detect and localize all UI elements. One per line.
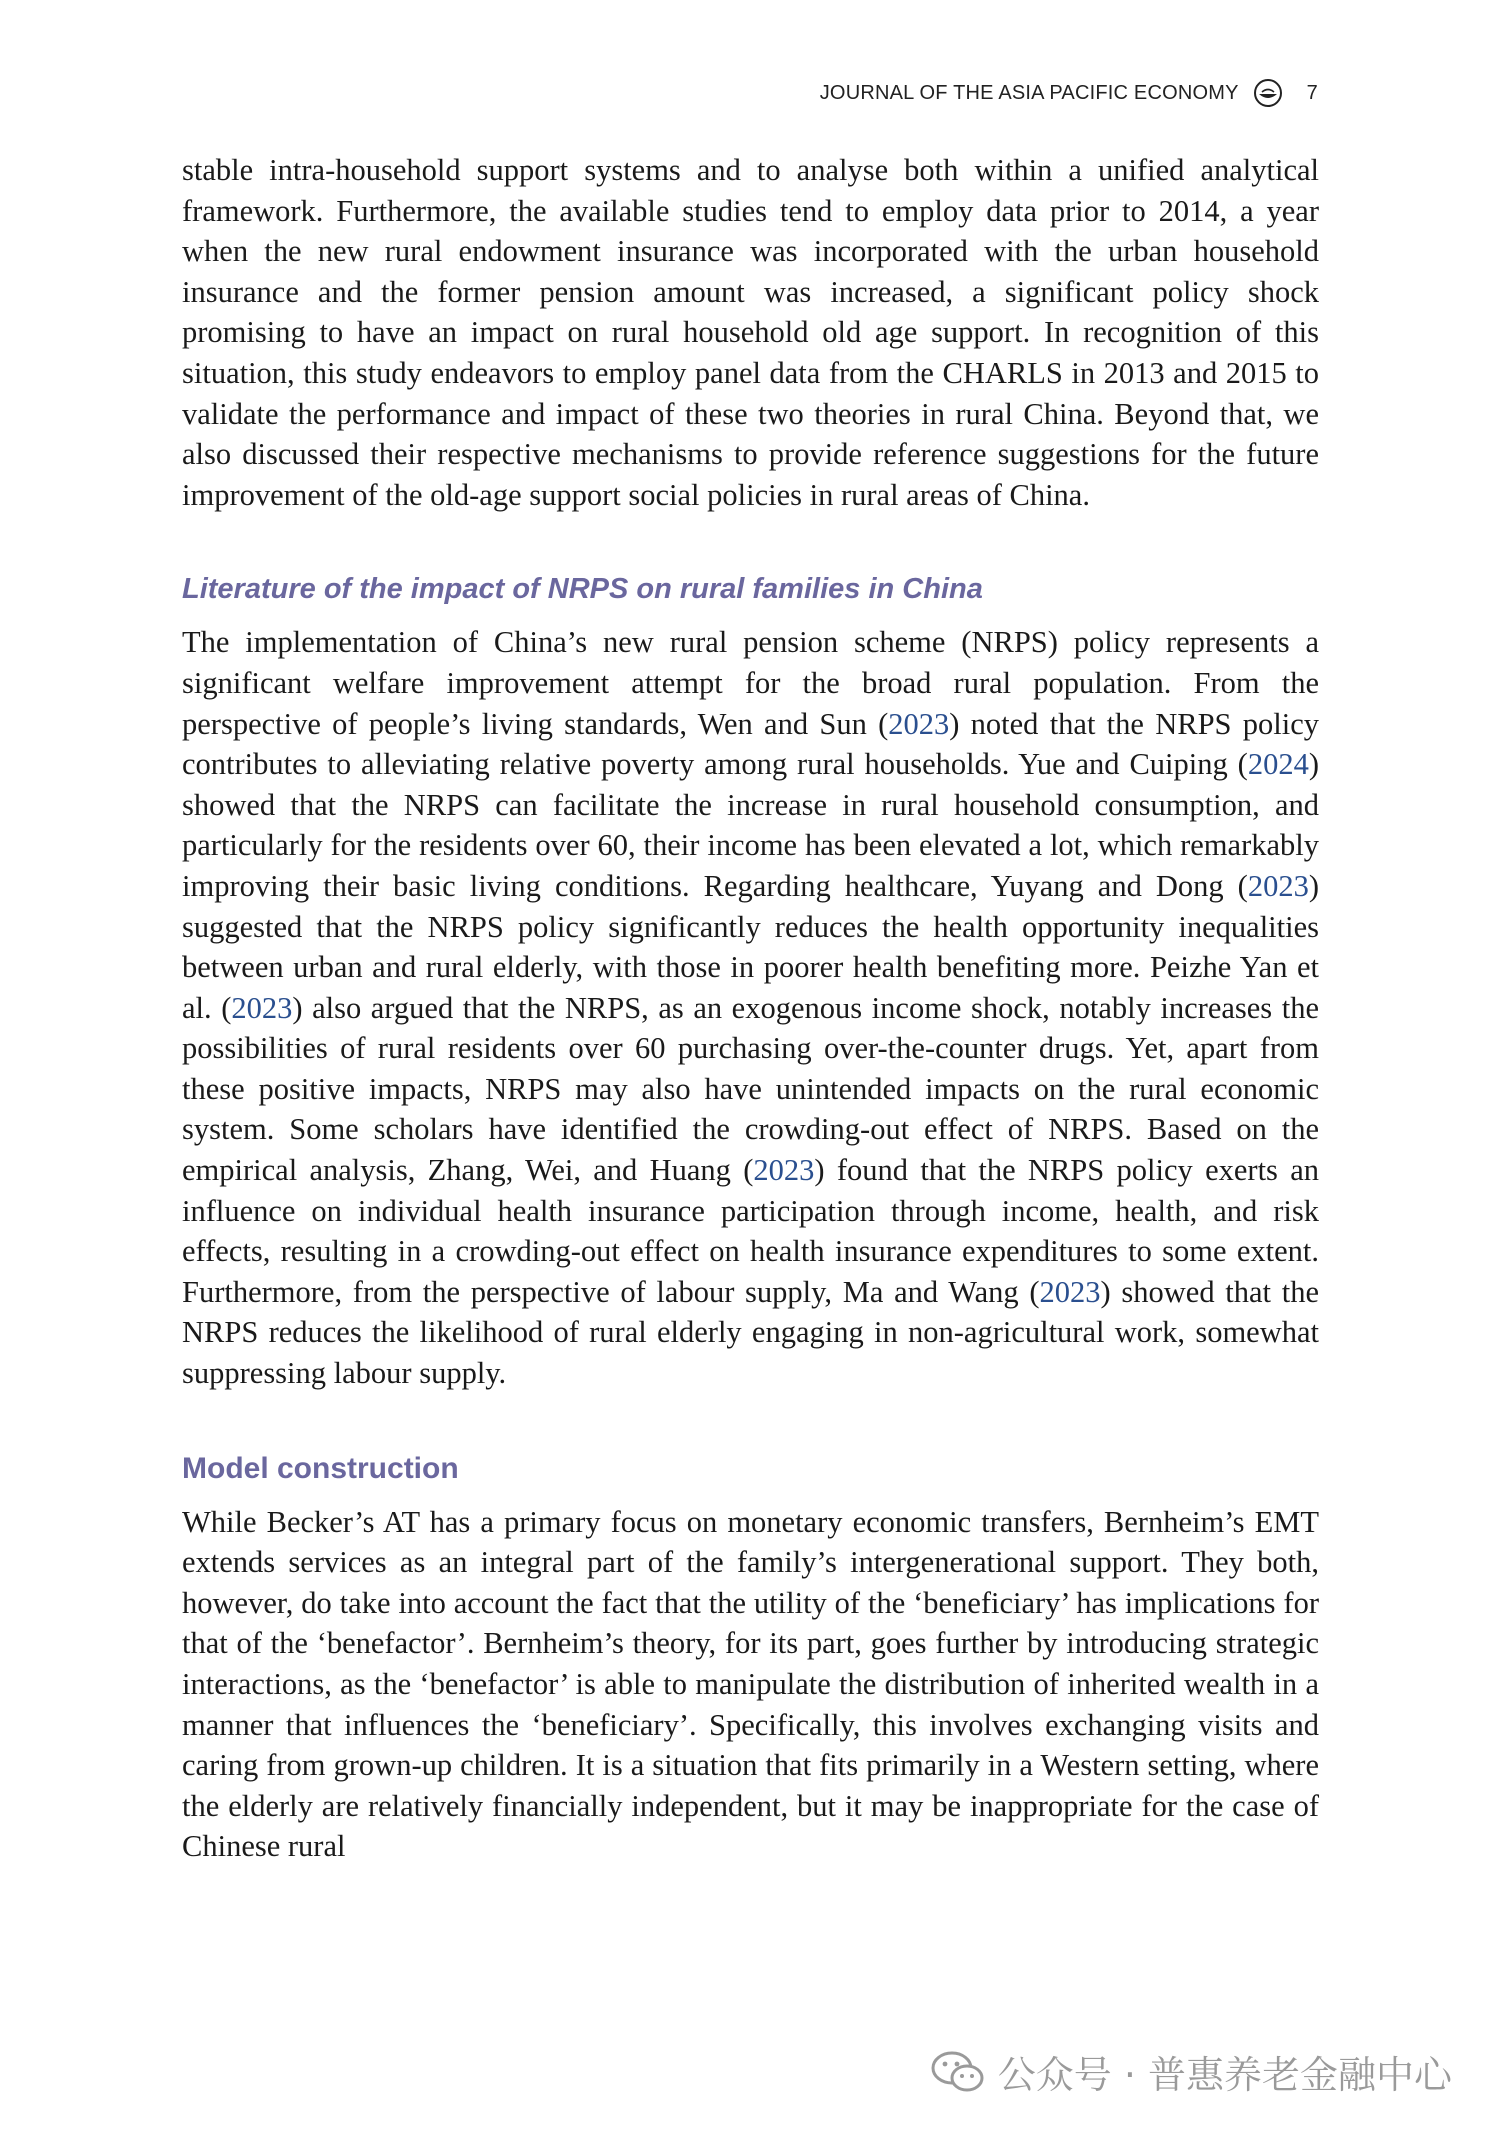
paragraph-literature: The implementation of China’s new rural pension scheme (NRPS) policy represents a significant welfare improvement attempt for the broad rural population. From the perspective of people’s living standards, Wen and Sun (2023) noted that the NRPS policy contributes to alleviating relative poverty among rural households. Yue and Cuiping (2024) showed that the NRPS can facilitate the increase in rural household consumption, and particularly for the residents over 60, their income has been elevated a lot, which remarkably improving their basic living conditions. Regarding healthcare, Yuyang and Dong (2023) suggested that the NRPS policy significantly reduces the health opportunity inequalities between urban and rural elderly, with those in poorer health benefiting more. Peizhe Yan et al. (2023) also argued that the NRPS, as an exogenous income shock, notably increases the possibilities of rural residents over 60 purchasing over-the-counter drugs. Yet, apart from these positive impacts, NRPS may also have unintended impacts on the rural economic system. Some scholars have identified the crowding-out effect of NRPS. Based on the empirical analysis, Zhang, Wei, and Huang (2023) found that the NRPS policy exerts an influence on individual health insurance participation through income, health, and risk effects, resulting in a crowding-out effect on health insurance expenditures to some extent. Furthermore, from the perspective of labour supply, Ma and Wang (2023) showed that the NRPS reduces the likelihood of rural elderly engaging in non-agricultural work, somewhat suppressing labour supply. [182,625,1320,1391]
watermark-text: 公众号 · 普惠养老金融中心 [997,2053,1452,2097]
journal-name: JOURNAL OF THE ASIA PACIFIC ECONOMY [819,81,1239,104]
citation-link[interactable]: 2023 [1247,868,1309,903]
citation-link[interactable]: 2023 [888,706,950,741]
citation-link[interactable]: 2023 [753,1153,815,1188]
section-heading-literature: Literature of the impact of NRPS on rural families in China [182,573,983,606]
wechat-icon [930,2048,986,2096]
article-body [182,150,1319,1867]
paragraph-intro-continued: stable intra-household support systems and to analyse both within a unified analytical framework. Furthermore, the available studies tend to employ data prior to 2014, a year when the new rural endowment insurance was incorporated with the urban household insurance and the former pension amount was increased, a significant policy shock promising to have an impact on rural household old age support. In recognition of this situation, this study endeavors to employ panel data from the CHARLS in 2013 and 2015 to validate the performance and impact of these two theories in rural China. Beyond that, we also discussed their respective mechanisms to provide reference suggestions for the future improvement of the old-age support social policies in rural areas of China. [182,153,1319,512]
citation-link[interactable]: 2023 [231,990,293,1025]
wechat-watermark [930,2044,1452,2099]
publisher-logo-icon [1253,78,1283,108]
section-heading-model: Model construction [182,1451,459,1485]
citation-link[interactable]: 2023 [1039,1274,1101,1309]
running-header [820,78,1318,108]
citation-link[interactable]: 2024 [1247,747,1309,782]
paragraph-model: While Becker’s AT has a primary focus on monetary economic transfers, Bernheim’s EMT extends services as an integral part of the family’s intergenerational support. They both, however, do take into account the fact that the utility of the ‘beneficiary’ has implications for that of the ‘benefactor’. Bernheim’s theory, for its part, goes further by introducing strategic interactions, as the ‘benefactor’ is able to manipulate the distribution of inherited wealth in a manner that influences the ‘beneficiary’. Specifically, this involves exchanging visits and caring from grown-up children. It is a situation that fits primarily in a Western setting, where the elderly are relatively financially independent, but it may be inappropriate for the case of Chinese rural [182,1504,1319,1864]
page-number: 7 [1306,81,1318,104]
